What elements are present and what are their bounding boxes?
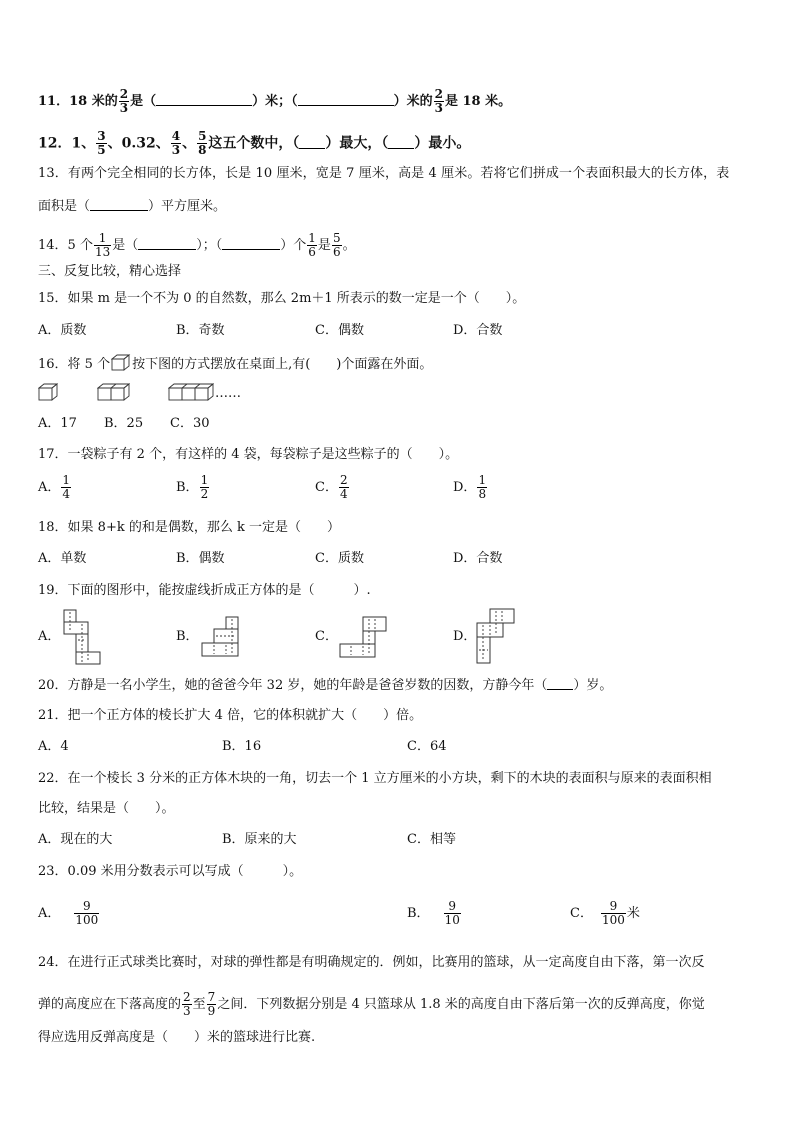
question-number: 12． [38, 135, 72, 152]
denominator: 100 [75, 913, 99, 927]
answer-blank[interactable] [388, 136, 414, 149]
fraction [434, 88, 444, 115]
option-c[interactable]: C．相等 [407, 832, 456, 847]
question-11 [38, 88, 511, 115]
option-d[interactable]: D．合数 [453, 323, 503, 338]
option-a[interactable]: A． [38, 629, 61, 644]
text: 5 个 [67, 238, 93, 253]
numerator: 2 [183, 990, 191, 1004]
question-23: 23．0.09 米用分数表示可以写成（ ）。 [38, 864, 303, 879]
cube-net-d-icon [476, 608, 516, 664]
fraction [96, 130, 106, 157]
numerator: 1 [62, 473, 71, 487]
fraction [94, 232, 111, 259]
text: 是 18 米。 [444, 94, 512, 109]
question-14 [38, 232, 356, 259]
ellipsis: …… [215, 386, 241, 401]
text: 是 [317, 238, 331, 253]
numerator: 9 [609, 899, 618, 913]
fraction [119, 88, 129, 115]
cube-row-3-icon [168, 383, 214, 401]
cube-icon [111, 354, 131, 371]
option-label: D． [453, 480, 477, 495]
question-18: 18．如果 8+k 的和是偶数，那么 k 一定是（ ） [38, 520, 340, 535]
question-13-line2 [38, 198, 226, 215]
fraction [171, 130, 181, 157]
text: 面积是（ [38, 199, 91, 214]
denominator: 2 [200, 487, 209, 501]
option-a[interactable]: A．质数 [38, 323, 87, 338]
option-a[interactable] [38, 474, 72, 501]
question-21: 21．把一个正方体的棱长扩大 4 倍，它的体积就扩大（ ）倍。 [38, 708, 423, 723]
answer-blank[interactable] [299, 136, 325, 149]
numerator: 9 [448, 899, 457, 913]
text: ）最小。 [414, 135, 471, 152]
cube-net-c-icon [339, 616, 387, 658]
option-a[interactable]: A．4 [38, 739, 69, 754]
text: 是（ [130, 94, 157, 109]
text: 1、 [71, 135, 96, 152]
option-c[interactable]: C．30 [170, 416, 210, 431]
option-label: B． [407, 906, 430, 921]
numerator: 5 [332, 231, 341, 245]
question-24-line1: 24．在进行正式球类比赛时，对球的弹性都是有明确规定的．例如，比赛用的篮球，从一定高度自由下落，第一次反 [38, 955, 705, 970]
question-13-line1: 13．有两个完全相同的长方体，长是 10 厘米，宽是 7 厘米，高是 4 厘米。若将它们拼成一个表面积最大的长方体，表 [38, 166, 730, 181]
option-c[interactable]: C． [315, 629, 338, 644]
option-b[interactable]: B． [176, 629, 199, 644]
text: 按下图的方式摆放在桌面上,有( )个面露在外面。 [132, 357, 433, 372]
section-heading: 三、反复比较，精心选择 [38, 264, 182, 279]
text: 之间．下列数据分别是 4 只篮球从 1.8 米的高度自由下落后第一次的反弹高度，你觉 [217, 997, 705, 1012]
denominator: 3 [183, 1004, 191, 1018]
question-number: 11． [38, 94, 70, 109]
denominator: 5 [97, 143, 106, 157]
option-b[interactable]: B．原来的大 [222, 832, 297, 847]
answer-blank[interactable] [222, 237, 280, 250]
text: 是（ [112, 238, 139, 253]
question-24-line3: 得应选用反弹高度是（ ）米的篮球进行比赛. [38, 1030, 316, 1045]
option-a[interactable]: A．单数 [38, 551, 87, 566]
numerator: 3 [97, 129, 106, 143]
option-b[interactable] [176, 474, 210, 501]
option-c[interactable]: C．偶数 [315, 323, 364, 338]
question-24-line2 [38, 991, 705, 1018]
option-d[interactable]: D． [453, 629, 477, 644]
question-15: 15．如果 m 是一个不为 0 的自然数，那么 2m＋1 所表示的数一定是一个（ ）。 [38, 291, 526, 306]
option-c[interactable] [315, 474, 350, 501]
text: ）最大，（ [325, 135, 389, 152]
numerator: 2 [119, 87, 129, 101]
fraction [182, 991, 192, 1018]
question-12 [38, 130, 470, 157]
cube-net-a-icon [63, 609, 101, 665]
option-c[interactable] [570, 900, 640, 927]
text: 弹的高度应在下落高度的 [38, 997, 182, 1012]
denominator: 4 [339, 487, 348, 501]
answer-blank[interactable] [90, 198, 148, 211]
cube-row-1-icon [38, 383, 58, 401]
denominator: 8 [478, 487, 487, 501]
answer-blank[interactable] [547, 677, 573, 690]
denominator: 3 [119, 101, 129, 115]
option-b[interactable]: B．16 [222, 739, 262, 754]
denominator: 3 [434, 101, 443, 115]
denominator: 8 [198, 143, 207, 157]
text: 、0.32、 [107, 135, 170, 152]
denominator: 4 [62, 487, 71, 501]
text: 。 [342, 238, 356, 253]
numerator: 1 [98, 231, 107, 245]
denominator: 10 [444, 913, 460, 927]
text: 18 米的 [69, 94, 118, 109]
option-a[interactable] [38, 900, 100, 927]
numerator: 7 [207, 990, 216, 1004]
text: ）平方厘米。 [148, 199, 227, 214]
question-22-line2: 比较，结果是（ ）。 [38, 801, 175, 816]
question-16 [38, 354, 432, 373]
option-label: C． [570, 906, 593, 921]
option-label: A． [38, 906, 61, 921]
denominator: 13 [94, 245, 111, 259]
text: ）岁。 [573, 678, 613, 693]
denominator: 3 [171, 143, 181, 157]
fraction [200, 474, 210, 501]
answer-blank[interactable] [156, 93, 252, 106]
numerator: 4 [171, 129, 181, 143]
question-17: 17．一袋粽子有 2 个，有这样的 4 袋，每袋粽子是这些粽子的（ ）。 [38, 447, 459, 462]
fraction [207, 991, 217, 1018]
option-b[interactable]: B．25 [104, 416, 144, 431]
question-number: 14． [38, 238, 68, 253]
numerator: 9 [83, 899, 91, 913]
option-a[interactable]: A．现在的大 [38, 832, 113, 847]
text: 16．将 5 个 [38, 357, 111, 372]
option-label: A． [38, 480, 61, 495]
text: ）；（ [196, 238, 223, 253]
fraction [197, 130, 207, 157]
text: ）米的 [393, 94, 433, 109]
option-c[interactable]: C．质数 [315, 551, 364, 566]
text: ）个 [280, 238, 307, 253]
denominator: 100 [601, 913, 625, 927]
option-b[interactable] [407, 900, 462, 927]
text: 、 [182, 135, 197, 152]
fraction [477, 474, 487, 501]
unit: 米 [626, 906, 640, 921]
text: ）米；（ [252, 94, 298, 109]
denominator: 6 [332, 245, 341, 259]
cube-row-2-icon [97, 383, 130, 401]
option-a[interactable]: A．17 [38, 416, 77, 431]
option-label: B． [176, 480, 199, 495]
option-d[interactable] [453, 474, 488, 501]
text: 20．方静是一名小学生，她的爸爸今年 32 岁，她的年龄是爸爸岁数的因数，方静今年（ [38, 678, 548, 693]
numerator: 1 [478, 473, 487, 487]
answer-blank[interactable] [298, 93, 394, 106]
fraction [332, 232, 342, 259]
denominator: 9 [207, 1004, 216, 1018]
question-22-line1: 22．在一个棱长 3 分米的正方体木块的一角，切去一个 1 立方厘米的小方块，剩下的木块的表面积与原来的表面积相 [38, 771, 712, 786]
fraction [601, 900, 626, 927]
option-b[interactable]: B．奇数 [176, 323, 225, 338]
fraction [307, 232, 317, 259]
fraction [444, 900, 461, 927]
answer-blank[interactable] [138, 237, 196, 250]
fraction [61, 474, 71, 501]
numerator: 5 [198, 129, 207, 143]
numerator: 1 [308, 231, 316, 245]
option-d[interactable]: D．合数 [453, 551, 503, 566]
text: 这五个数中，（ [208, 135, 300, 152]
numerator: 2 [339, 473, 348, 487]
question-20 [38, 677, 612, 694]
cube-net-b-icon [201, 616, 239, 658]
fraction [74, 900, 99, 927]
denominator: 6 [308, 245, 316, 259]
option-b[interactable]: B．偶数 [176, 551, 225, 566]
fraction [339, 474, 349, 501]
text: 至 [192, 997, 206, 1012]
option-c[interactable]: C．64 [407, 739, 447, 754]
option-label: C． [315, 480, 338, 495]
question-19: 19．下面的图形中，能按虚线折成正方体的是（ ）. [38, 583, 371, 598]
numerator: 2 [434, 87, 443, 101]
numerator: 1 [200, 473, 209, 487]
